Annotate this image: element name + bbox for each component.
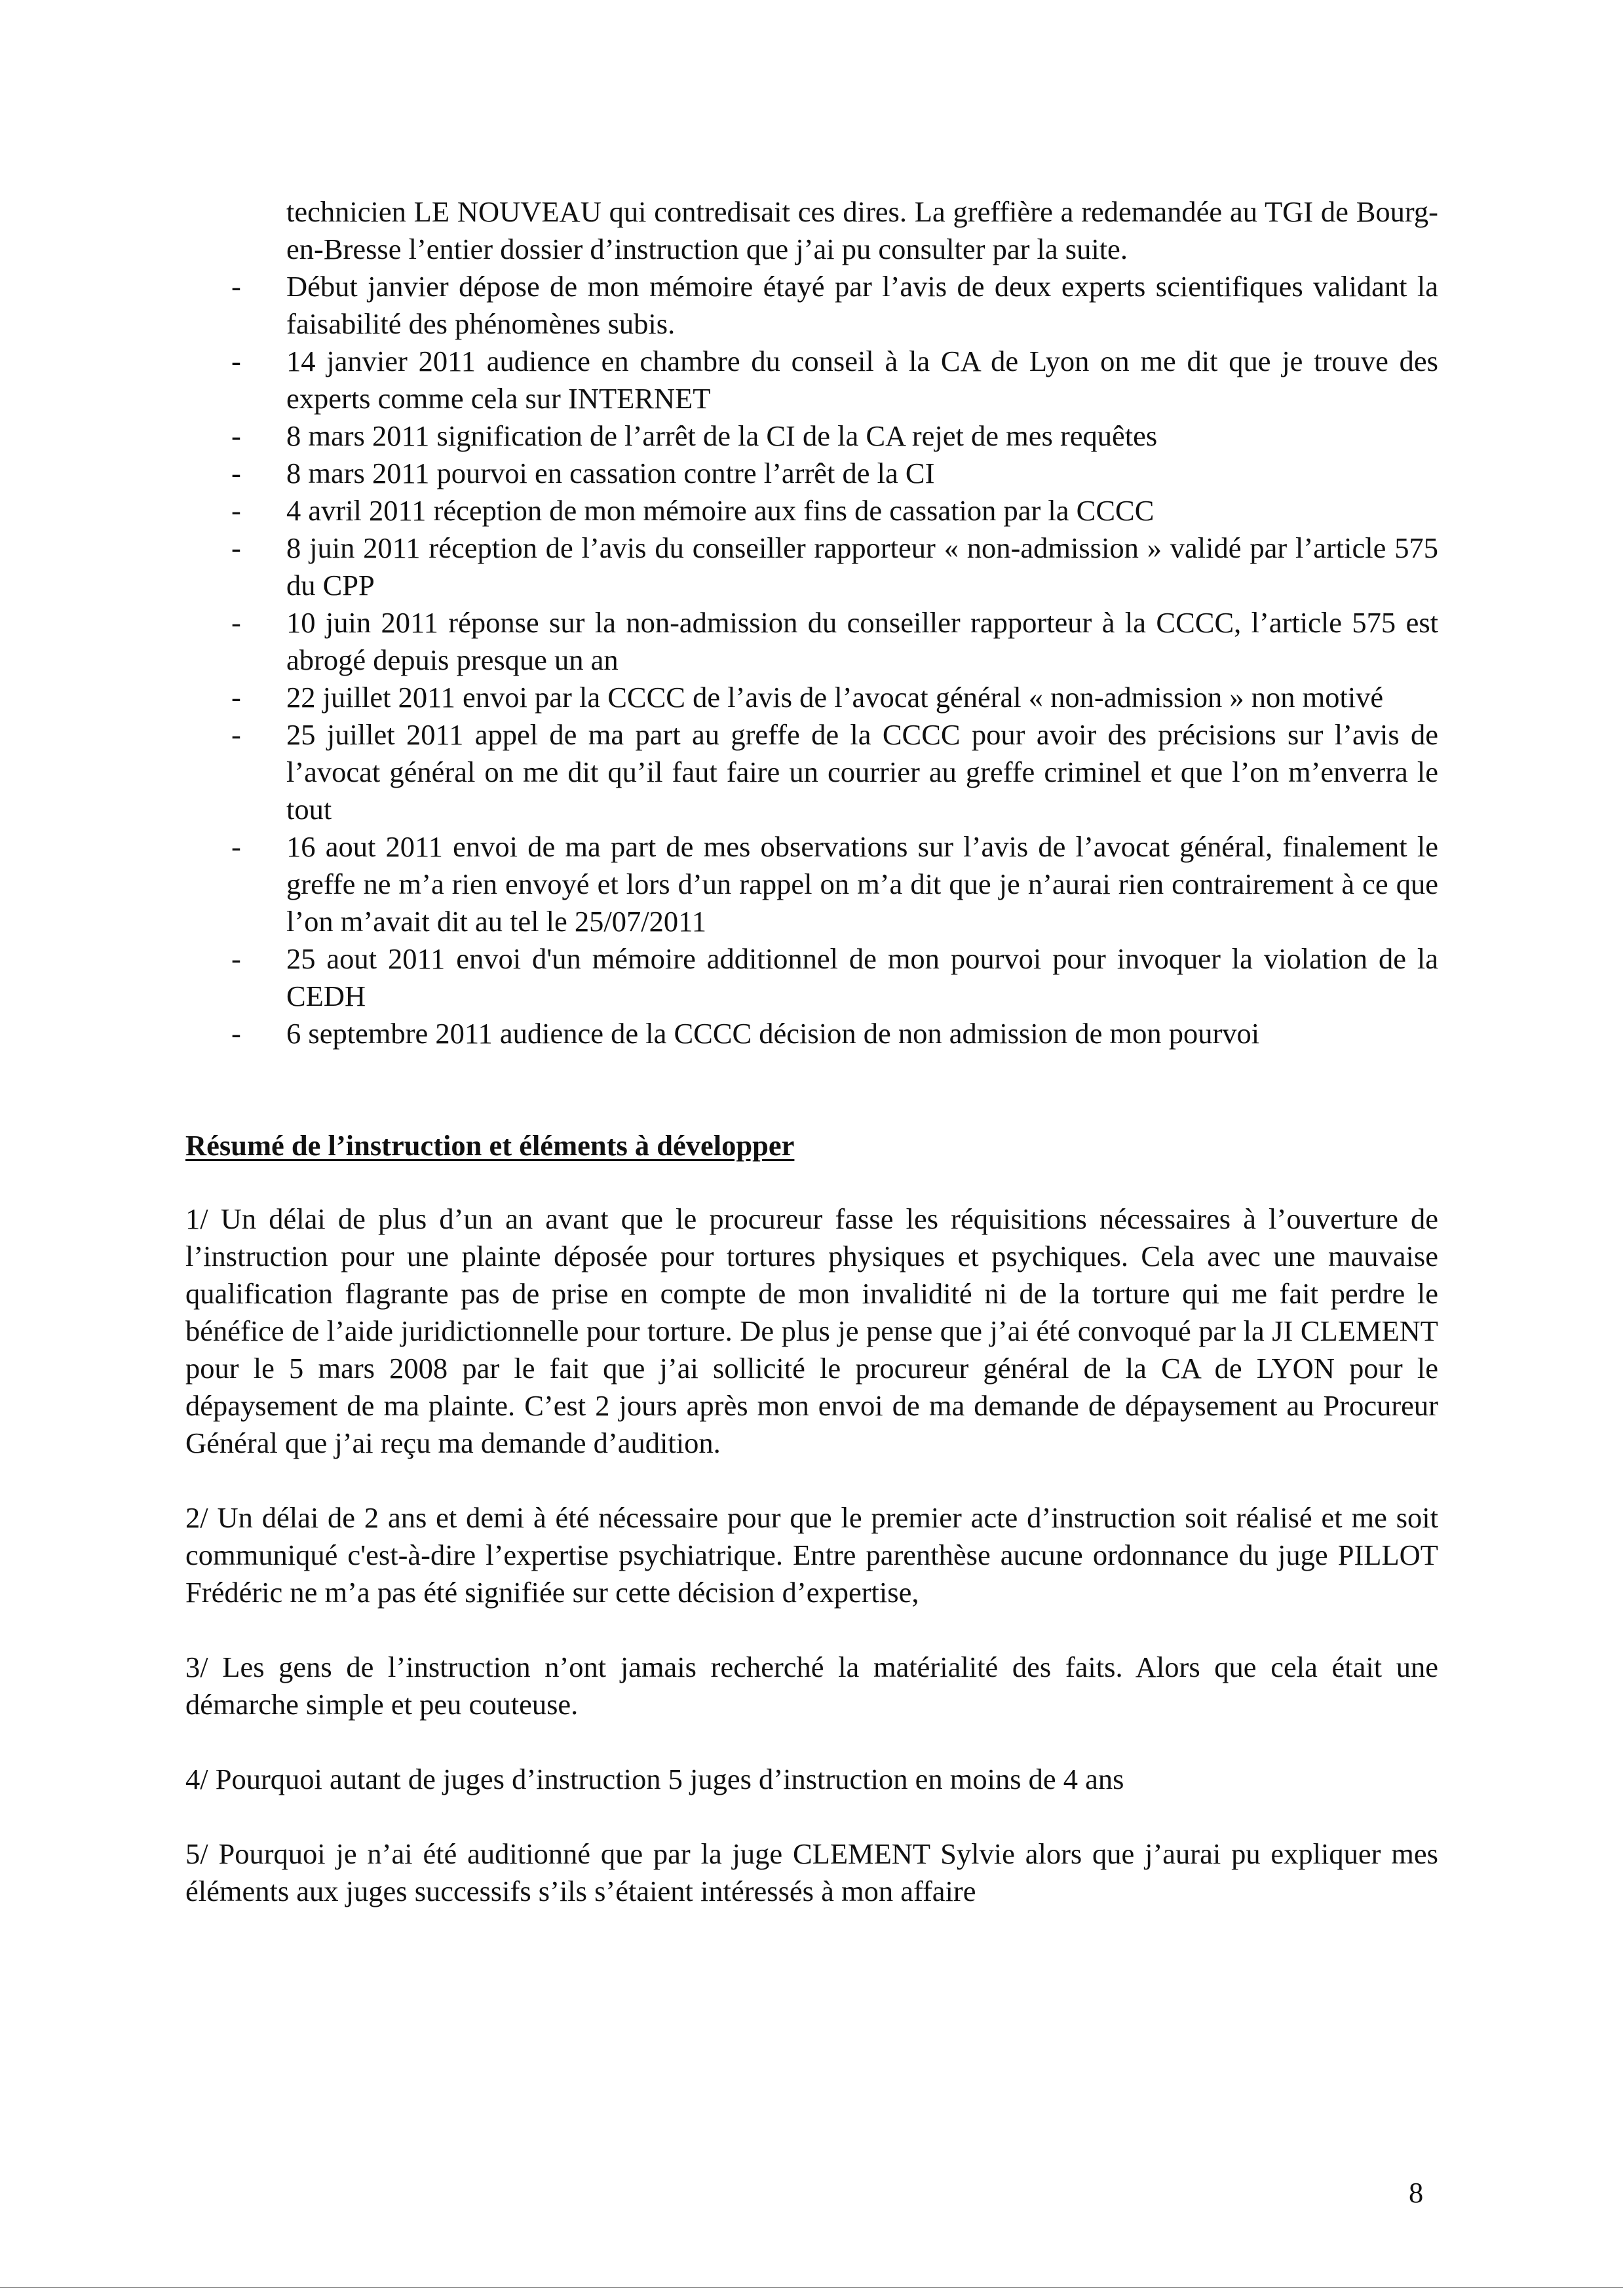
chronology-item <box>185 828 1438 940</box>
chronology-item-text: 10 juin 2011 réponse sur la non-admission du conseiller rapporteur à la CCCC, l’article 575 est abrogé depuis presque un an <box>286 606 1438 676</box>
bullet-dash: - <box>231 531 241 564</box>
chronology-item-text: Début janvier dépose de mon mémoire étayé par l’avis de deux experts scientifiques validant la faisabilité des phénomènes subis. <box>286 270 1438 340</box>
bullet-dash: - <box>231 270 241 303</box>
chronology-item-text: 22 juillet 2011 envoi par la CCCC de l’avis de l’avocat général « non-admission » non motivé <box>286 681 1384 714</box>
bullet-dash: - <box>231 419 241 452</box>
scan-edge-divider <box>0 2287 1623 2288</box>
chronology-item-text: 25 juillet 2011 appel de ma part au greffe de la CCCC pour avoir des précisions sur l’avis de l’avocat général on me dit qu’il faut faire un courrier au greffe criminel et que l’on m’enverra le tout <box>286 718 1438 826</box>
chronology-item <box>185 529 1438 604</box>
bullet-dash: - <box>231 345 241 377</box>
chronology-item <box>185 417 1438 455</box>
chronology-item <box>185 679 1438 716</box>
chronology-item-text: 8 mars 2011 pourvoi en cassation contre l’arrêt de la CI <box>286 457 935 489</box>
bullet-dash: - <box>231 606 241 639</box>
page-body <box>185 193 1438 1947</box>
numbered-point: 4/ Pourquoi autant de juges d’instruction 5 juges d’instruction en moins de 4 ans <box>185 1763 1124 1795</box>
bullet-dash: - <box>231 457 241 489</box>
chronology-item-text: 8 mars 2011 signification de l’arrêt de la CI de la CA rejet de mes requêtes <box>286 419 1158 452</box>
bullet-dash: - <box>231 830 241 863</box>
chronology-item <box>185 604 1438 679</box>
chronology-list <box>185 268 1438 1052</box>
numbered-point: 5/ Pourquoi je n’ai été auditionné que par la juge CLEMENT Sylvie alors que j’aurai pu expliquer mes éléments aux juges successifs s’ils s’étaient intéressés à mon affaire <box>185 1837 1438 1907</box>
chronology-item <box>185 492 1438 529</box>
chronology-item <box>185 716 1438 828</box>
chronology-item <box>185 343 1438 417</box>
chronology-item <box>185 940 1438 1015</box>
chronology-item <box>185 1015 1438 1052</box>
chronology-item-text: 14 janvier 2011 audience en chambre du conseil à la CA de Lyon on me dit que je trouve des experts comme cela sur INTERNET <box>286 345 1438 415</box>
bullet-dash: - <box>231 494 241 527</box>
numbered-point: 2/ Un délai de 2 ans et demi à été nécessaire pour que le premier acte d’instruction soit réalisé et me soit communiqué c'est-à-dire l’expertise psychiatrique. Entre parenthèse aucune ordonnance du juge PILLOT Frédéric ne m’a pas été signifiée sur cette décision d’expertise, <box>185 1501 1438 1609</box>
chronology-item-text: 4 avril 2011 réception de mon mémoire aux fins de cassation par la CCCC <box>286 494 1155 527</box>
section-heading: Résumé de l’instruction et éléments à développer <box>185 1129 795 1162</box>
chronology-item-text: 6 septembre 2011 audience de la CCCC décision de non admission de mon pourvoi <box>286 1017 1260 1050</box>
continuation-paragraph: technicien LE NOUVEAU qui contredisait ces dires. La greffière a redemandée au TGI de Bourg-en-Bresse l’entier dossier d’instruction que j’ai pu consulter par la suite. <box>286 195 1438 265</box>
numbered-point: 3/ Les gens de l’instruction n’ont jamais recherché la matérialité des faits. Alors que cela était une démarche simple et peu couteuse. <box>185 1651 1438 1721</box>
page-number: 8 <box>1409 2176 1424 2209</box>
bullet-dash: - <box>231 718 241 751</box>
chronology-item-text: 16 aout 2011 envoi de ma part de mes observations sur l’avis de l’avocat général, finalement le greffe ne m’a rien envoyé et lors d’un rappel on m’a dit que je n’aurai rien contrairement à ce que l’on m’avait dit au tel le 25/07/2011 <box>286 830 1438 938</box>
bullet-dash: - <box>231 681 241 714</box>
chronology-item-text: 8 juin 2011 réception de l’avis du conseiller rapporteur « non-admission » validé par l’article 575 du CPP <box>286 531 1438 602</box>
bullet-dash: - <box>231 1017 241 1050</box>
numbered-point: 1/ Un délai de plus d’un an avant que le procureur fasse les réquisitions nécessaires à l’ouverture de l’instruction pour une plainte déposée pour tortures physiques et psychiques. Cela avec une mauvaise qualification flagrante pas de prise en compte de mon invalidité ni de la torture qui me fait perdre le bénéfice de l’aide juridictionnelle pour torture. De plus je pense que j’ai été convoqué par la JI CLEMENT pour le 5 mars 2008 par le fait que j’ai sollicité le procureur général de la CA de LYON pour le dépaysement de ma plainte. C’est 2 jours après mon envoi de ma demande de dépaysement au Procureur Général que j’ai reçu ma demande d’audition. <box>185 1202 1438 1459</box>
chronology-item <box>185 455 1438 492</box>
bullet-dash: - <box>231 942 241 975</box>
chronology-item-text: 25 aout 2011 envoi d'un mémoire additionnel de mon pourvoi pour invoquer la violation de la CEDH <box>286 942 1438 1012</box>
chronology-item <box>185 268 1438 343</box>
